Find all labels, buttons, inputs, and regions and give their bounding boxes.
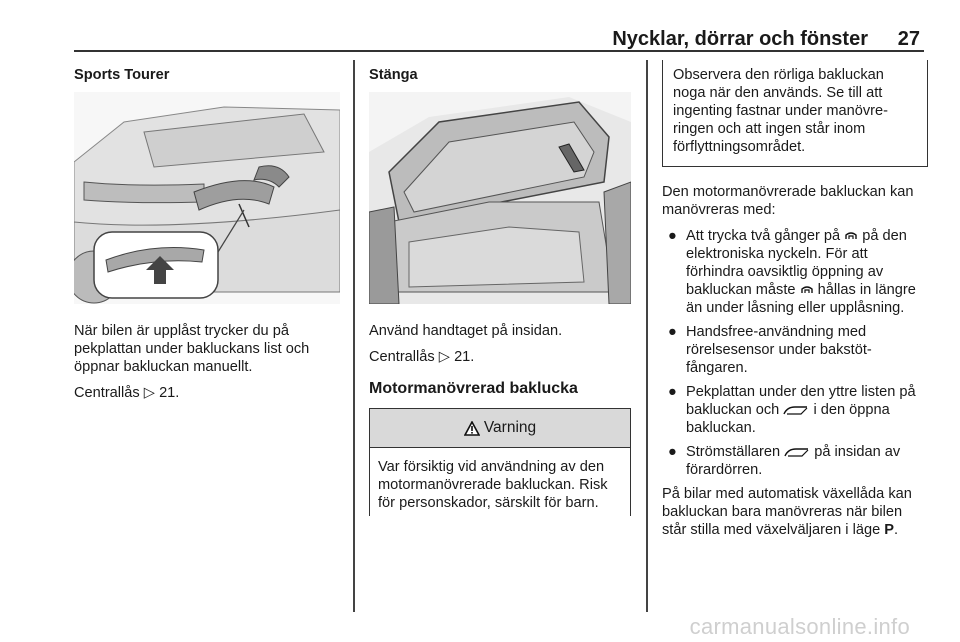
sports-tourer-heading: Sports Tourer (74, 67, 170, 83)
column-3 (662, 66, 928, 547)
column-2 (369, 66, 631, 516)
column-divider-2 (646, 60, 648, 612)
triangle-right-icon: ▷ (438, 349, 450, 365)
column-1 (74, 66, 340, 410)
crossref-line (74, 384, 340, 402)
bullet-icon: ● (668, 228, 677, 244)
close-heading: Stänga (369, 67, 418, 83)
tailgate-key-icon (844, 230, 858, 242)
warning-title: Varning (483, 419, 537, 436)
inside-handle-paragraph: Använd handtaget på insidan. (369, 323, 563, 339)
bullet3-text-a: Pekplattan under den yttre listen på bakluckan och (686, 384, 916, 418)
warning-box (369, 408, 631, 516)
bullet-icon: ● (668, 324, 677, 340)
warning-text: Var försiktig vid användning av den motormanövrerade bakluckan. Risk för personskador, särskilt för barn. (378, 459, 608, 511)
power-tailgate-heading: Motormanövrerad baklucka (369, 380, 578, 397)
triangle-right-icon: ▷ (143, 385, 155, 401)
caution-note: Observera den rörliga bakluckan noga när den används. Se till att ingenting fastnar under manövreringen och att ingen står inom förflyttningsområdet. (662, 60, 928, 167)
header-rule (74, 50, 924, 52)
touchpad-paragraph: När bilen är upplåst trycker du på pekplattan under bakluckans list och öppnar bakluckan manuellt. (74, 323, 310, 375)
header-title: Nycklar, dörrar och fönster (612, 28, 868, 50)
page-number: 27 (897, 28, 920, 50)
crossref-line-2 (369, 348, 631, 366)
crossref-label-2: Centrallås (369, 349, 435, 365)
bullet1-text-c: hållas in längre än under låsning eller upplåsning. (686, 282, 916, 316)
intro-paragraph: Den motormanövrerade bakluckan kan manövreras med: (662, 184, 914, 218)
warning-title-bar (370, 409, 630, 448)
gear-position: P (884, 522, 894, 538)
tailgate-icon (784, 446, 810, 458)
operation-list (662, 227, 928, 479)
auto-text-a: På bilar med automatisk växellåda kan bakluckan bara manövreras när bilen står stilla med växelväljaren i läge (662, 486, 912, 538)
bullet4-text-a: Strömställaren (686, 444, 781, 460)
warning-triangle-icon (464, 421, 480, 436)
crossref-page-2: 21. (454, 349, 475, 365)
tailgate-touchpad-illustration (74, 92, 340, 304)
list-item (662, 383, 928, 437)
list-item (662, 443, 928, 479)
inside-handle-illustration (369, 92, 631, 304)
crossref-page: 21. (159, 385, 180, 401)
bullet3-text-b: i den öppna bakluckan. (686, 402, 890, 436)
column-divider-1 (353, 60, 355, 612)
bullet1-text-a: Att trycka två gånger på (686, 228, 841, 244)
list-item (662, 227, 928, 317)
bullet-icon: ● (668, 384, 677, 400)
bullet2-text: Handsfree-användning med rörelsesensor under bakstötfångaren. (686, 324, 872, 376)
bullet4-text-b: på insidan av förardörren. (686, 444, 901, 478)
tailgate-icon (783, 404, 809, 416)
tailgate-key-icon (800, 284, 814, 296)
auto-text-c: . (894, 522, 899, 538)
list-item (662, 323, 928, 377)
bullet1-text-b: på den elektroniska nyckeln. För att förhindra oavsiktlig öppning av bakluckan måste (686, 228, 907, 298)
watermark: carmanualsonline.info (689, 614, 910, 639)
crossref-label: Centrallås (74, 385, 140, 401)
automatic-transmission-paragraph (662, 485, 928, 539)
bullet-icon: ● (668, 444, 677, 460)
